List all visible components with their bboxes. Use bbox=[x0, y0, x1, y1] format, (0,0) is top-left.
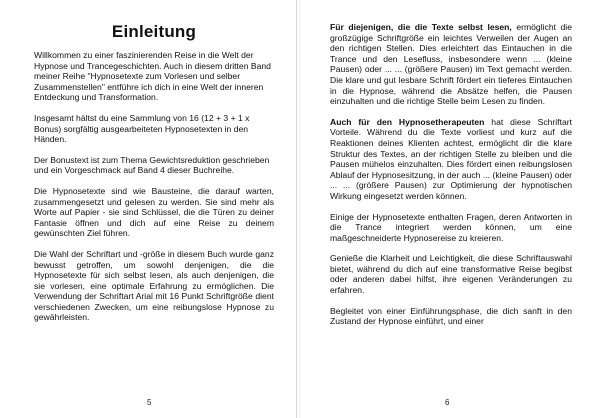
right-page bbox=[300, 0, 600, 418]
page-number-left: 5 bbox=[147, 398, 152, 407]
therapist-text: hat diese Schriftart Vorteile. Während du die Texte vorliest und kurz auf die Reaktionen deines Klienten achtest, ermöglicht dir die klare Struktur des Textes, an der richtigen Stelle zu bleiben und die Pausen mühelos einzuhalten. Dies fördert einen reibungslosen Ablauf der Hypnosesitzung, in der auch ... (kleine Pausen) oder ... ... (größere Pausen) zur Optimierung der hypnotischen Wirkung eingesetzt werden können. bbox=[330, 116, 572, 201]
chapter-title: Einleitung bbox=[111, 22, 197, 41]
book-spine bbox=[296, 0, 297, 418]
collection-paragraph: Insgesamt hältst du eine Sammlung von 16 (12 + 3 + 1 x Bonus) sorgfältig ausgearbeiteten Hypnosetexten in den Händen. bbox=[34, 112, 250, 145]
induction-paragraph: Begleitet von einer Einführungsphase, die dich sanft in den Zustand der Hypnose einführt, und einer bbox=[330, 305, 572, 327]
page-number-right: 6 bbox=[445, 398, 450, 407]
bonus-paragraph: Der Bonustext ist zum Thema Gewichtsreduktion geschrieben und ein Vorgeschmack auf Band 4 dieser Buchreihe. bbox=[34, 154, 270, 176]
font-choice-paragraph: Die Wahl der Schriftart und -größe in diesem Buch wurde ganz bewusst getroffen, um sowohl denjenigen, die die Hypnosetexte für sich selbst lesen, als auch denjenigen, die sie vorlesen, eine optimale Erfahrung zu ermöglichen. Die Verwendung der Schriftart Arial mit 16 Punkt Schriftgröße dient verschiedenen Zwecken, um eine reibungslose Hypnose zu gewährleisten. bbox=[34, 248, 274, 323]
intro-paragraph: Willkommen zu einer faszinierenden Reise in die Welt der Hypnose und Trancegeschichten. Auch in diesem dritten Band meiner Reihe "Hypnosetexte zum Vorlesen und selber Zusammenstellen" entführe ich dich in eine Welt der inneren Entdeckung und Transformation. bbox=[34, 50, 271, 103]
self-reading-lead: Für diejenigen, die die Texte selbst lesen, bbox=[330, 22, 512, 32]
therapist-paragraph bbox=[330, 117, 572, 202]
enjoy-paragraph: Genieße die Klarheit und Leichtigkeit, die diese Schriftauswahl bietet, während du dich auf eine transformative Reise begibst oder anderen dabei hilfst, ihre eigenen Veränderungen zu erfahren. bbox=[330, 253, 572, 296]
building-blocks-paragraph: Die Hypnosetexte sind wie Bausteine, die darauf warten, zusammengesetzt und gelesen zu werden. Sie sind mehr als Worte auf Papier - sie sind Schlüssel, die die Türen zu deiner Fantasie öffnen und dich auf eine Reise zu deinem gewünschten Ziel führen. bbox=[34, 185, 274, 239]
left-page bbox=[0, 0, 292, 418]
therapist-lead: Auch für den Hypnosetherapeuten bbox=[330, 116, 485, 127]
questions-paragraph: Einige der Hypnosetexte enthalten Fragen, deren Antworten in die Trance integriert werden können, um eine maßgeschneiderte Hypnosereise zu kreieren. bbox=[330, 211, 572, 243]
self-reading-text: ermöglicht die großzügige Schriftgröße ein leichtes Verweilen der Augen an den richtigen Stellen. Dies erleichtert das Eintauchen in die Trance und den Lesefluss, insbesondere wenn ... (kleine Pausen) oder ... ... (größere Pausen) im Text gemacht werden. Die klare und gut lesbare Schrift fördert ein tieferes Eintauchen in die Hypnose, während die Absätze helfen, die Pausen einzuhalten und die richtige Stelle beim Lesen zu finden. bbox=[330, 22, 572, 107]
self-reading-paragraph bbox=[330, 22, 572, 107]
